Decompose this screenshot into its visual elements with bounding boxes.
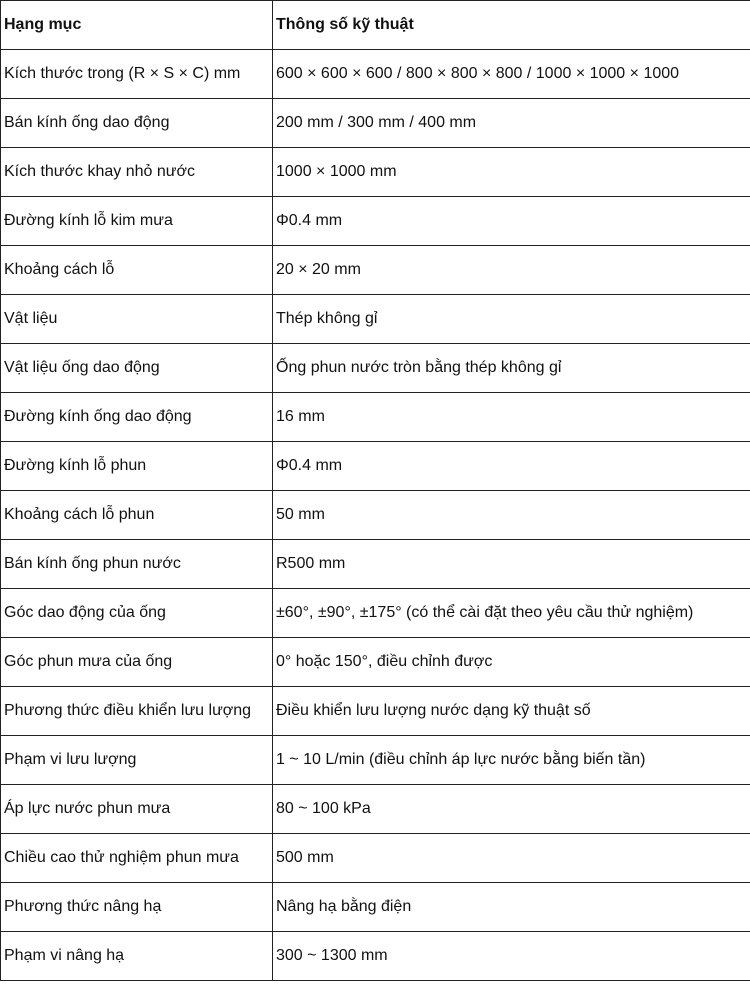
item-cell: Kích thước trong (R × S × C) mm <box>1 50 273 99</box>
spec-table-head <box>1 1 750 50</box>
spec-cell: 300 ~ 1300 mm <box>273 932 750 981</box>
table-row <box>1 148 750 197</box>
table-row <box>1 491 750 540</box>
item-cell: Khoảng cách lỗ phun <box>1 491 273 540</box>
table-row <box>1 246 750 295</box>
table-row <box>1 932 750 981</box>
spec-cell: Điều khiển lưu lượng nước dạng kỹ thuật số <box>273 687 750 736</box>
table-row <box>1 687 750 736</box>
spec-cell: 16 mm <box>273 393 750 442</box>
spec-cell: 500 mm <box>273 834 750 883</box>
item-cell: Áp lực nước phun mưa <box>1 785 273 834</box>
spec-cell: 50 mm <box>273 491 750 540</box>
item-cell: Bán kính ống phun nước <box>1 540 273 589</box>
item-cell: Khoảng cách lỗ <box>1 246 273 295</box>
table-row <box>1 589 750 638</box>
table-row <box>1 295 750 344</box>
item-cell: Đường kính lỗ kim mưa <box>1 197 273 246</box>
header-spec: Thông số kỹ thuật <box>273 1 750 50</box>
table-row <box>1 638 750 687</box>
item-cell: Phương thức nâng hạ <box>1 883 273 932</box>
table-row <box>1 834 750 883</box>
spec-table-body <box>1 50 750 981</box>
spec-cell: Φ0.4 mm <box>273 442 750 491</box>
table-row <box>1 883 750 932</box>
item-cell: Bán kính ống dao động <box>1 99 273 148</box>
spec-cell: R500 mm <box>273 540 750 589</box>
spec-cell: ±60°, ±90°, ±175° (có thể cài đặt theo yêu cầu thử nghiệm) <box>273 589 750 638</box>
item-cell: Phạm vi nâng hạ <box>1 932 273 981</box>
table-row <box>1 344 750 393</box>
spec-cell: 1 ~ 10 L/min (điều chỉnh áp lực nước bằng biến tần) <box>273 736 750 785</box>
spec-cell: 0° hoặc 150°, điều chỉnh được <box>273 638 750 687</box>
spec-cell: 200 mm / 300 mm / 400 mm <box>273 99 750 148</box>
spec-cell: 600 × 600 × 600 / 800 × 800 × 800 / 1000 × 1000 × 1000 <box>273 50 750 99</box>
item-cell: Phương thức điều khiển lưu lượng <box>1 687 273 736</box>
spec-cell: Thép không gỉ <box>273 295 750 344</box>
table-row <box>1 393 750 442</box>
spec-cell: 80 ~ 100 kPa <box>273 785 750 834</box>
item-cell: Chiều cao thử nghiệm phun mưa <box>1 834 273 883</box>
table-row <box>1 442 750 491</box>
table-row <box>1 785 750 834</box>
item-cell: Vật liệu <box>1 295 273 344</box>
item-cell: Góc dao động của ống <box>1 589 273 638</box>
spec-cell: 1000 × 1000 mm <box>273 148 750 197</box>
item-cell: Phạm vi lưu lượng <box>1 736 273 785</box>
spec-cell: 20 × 20 mm <box>273 246 750 295</box>
item-cell: Kích thước khay nhỏ nước <box>1 148 273 197</box>
item-cell: Vật liệu ống dao động <box>1 344 273 393</box>
spec-cell: Ống phun nước tròn bằng thép không gỉ <box>273 344 750 393</box>
table-row <box>1 197 750 246</box>
spec-cell: Nâng hạ bằng điện <box>273 883 750 932</box>
item-cell: Đường kính lỗ phun <box>1 442 273 491</box>
table-row <box>1 50 750 99</box>
item-cell: Đường kính ống dao động <box>1 393 273 442</box>
item-cell: Góc phun mưa của ống <box>1 638 273 687</box>
table-row <box>1 736 750 785</box>
header-row <box>1 1 750 50</box>
header-item: Hạng mục <box>1 1 273 50</box>
spec-cell: Φ0.4 mm <box>273 197 750 246</box>
table-row <box>1 540 750 589</box>
table-row <box>1 99 750 148</box>
